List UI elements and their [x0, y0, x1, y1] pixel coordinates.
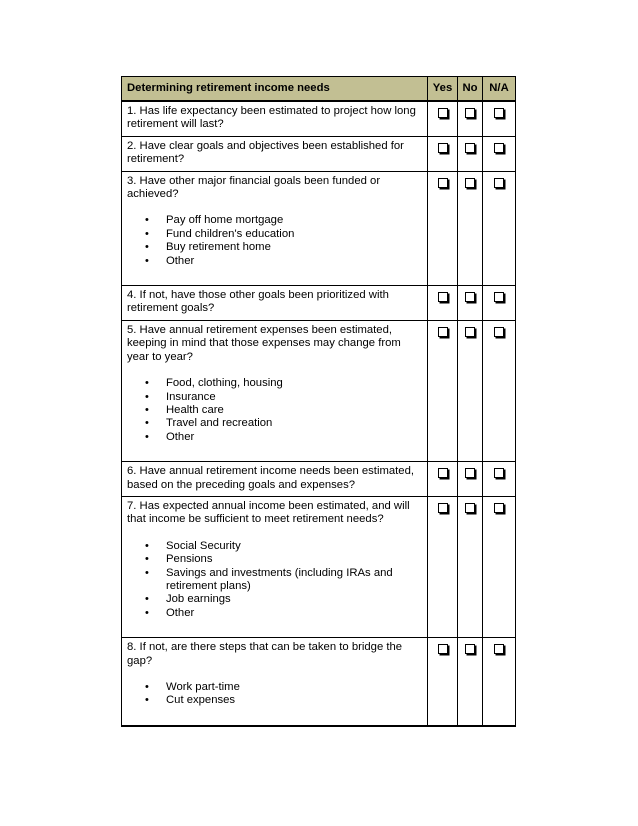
checkbox-yes[interactable]	[438, 644, 448, 654]
checkbox-na[interactable]	[494, 503, 504, 513]
checkbox-yes[interactable]	[438, 292, 448, 302]
question-cell	[122, 638, 428, 726]
checkbox-cell-yes	[428, 496, 458, 637]
bullet-item: • Savings and investments (including IRAs and retirement plans)	[145, 567, 423, 594]
checkbox-cell-no	[458, 136, 483, 171]
checkbox-cell-yes	[428, 462, 458, 497]
checkbox-cell-na	[483, 462, 516, 497]
checkbox-no[interactable]	[465, 108, 475, 118]
checkbox-cell-no	[458, 638, 483, 726]
checkbox-cell-na	[483, 638, 516, 726]
table-row	[122, 462, 516, 497]
checkbox-na[interactable]	[494, 644, 504, 654]
table-row	[122, 136, 516, 171]
bullet-item: • Job earnings	[145, 593, 423, 606]
checkbox-cell-yes	[428, 286, 458, 321]
checkbox-cell-na	[483, 136, 516, 171]
table-row	[122, 320, 516, 461]
checkbox-cell-no	[458, 496, 483, 637]
table-row	[122, 101, 516, 136]
bullet-item: • Cut expenses	[145, 694, 423, 707]
checkbox-yes[interactable]	[438, 108, 448, 118]
header-na: N/A	[483, 77, 516, 102]
checkbox-no[interactable]	[465, 143, 475, 153]
bullet-item: • Pensions	[145, 553, 423, 566]
bullet-item: • Other	[145, 431, 423, 444]
bullet-item: • Work part-time	[145, 681, 423, 694]
question-cell	[122, 171, 428, 285]
question-text: 4. If not, have those other goals been prioritized with retirement goals?	[127, 289, 389, 315]
header-topic: Determining retirement income needs	[122, 77, 428, 102]
checkbox-na[interactable]	[494, 108, 504, 118]
checkbox-cell-na	[483, 286, 516, 321]
retirement-checklist-table	[121, 76, 516, 727]
checkbox-yes[interactable]	[438, 178, 448, 188]
checkbox-cell-yes	[428, 171, 458, 285]
question-text: 7. Has expected annual income been estimated, and will that income be sufficient to meet retirement needs?	[127, 499, 410, 526]
checkbox-cell-na	[483, 101, 516, 136]
checkbox-yes[interactable]	[438, 143, 448, 153]
question-text: 1. Has life expectancy been estimated to project how long retirement will last?	[127, 105, 416, 131]
checkbox-cell-na	[483, 496, 516, 637]
checkbox-na[interactable]	[494, 178, 504, 188]
table-row	[122, 638, 516, 726]
checkbox-na[interactable]	[494, 292, 504, 302]
question-cell	[122, 286, 428, 321]
checkbox-cell-no	[458, 320, 483, 461]
checkbox-yes[interactable]	[438, 503, 448, 513]
bullet-list	[127, 681, 423, 708]
table-row	[122, 496, 516, 637]
bullet-item: • Insurance	[145, 391, 423, 404]
checkbox-cell-no	[458, 171, 483, 285]
checkbox-cell-no	[458, 462, 483, 497]
question-cell	[122, 320, 428, 461]
bullet-item: • Travel and recreation	[145, 417, 423, 430]
checkbox-cell-na	[483, 171, 516, 285]
question-text: 6. Have annual retirement income needs been estimated, based on the preceding goals and expenses?	[127, 465, 414, 491]
question-cell	[122, 496, 428, 637]
question-text: 8. If not, are there steps that can be taken to bridge the gap?	[127, 641, 403, 667]
question-text: 2. Have clear goals and objectives been established for retirement?	[127, 139, 404, 166]
question-cell	[122, 101, 428, 136]
checkbox-cell-no	[458, 101, 483, 136]
question-text: 3. Have other major financial goals been funded or achieved?	[127, 174, 381, 201]
checkbox-cell-yes	[428, 320, 458, 461]
bullet-list	[127, 214, 423, 268]
checkbox-cell-no	[458, 286, 483, 321]
table-row	[122, 286, 516, 321]
bullet-item: • Fund children's education	[145, 228, 423, 241]
checkbox-no[interactable]	[465, 292, 475, 302]
question-cell	[122, 462, 428, 497]
table-header-row	[122, 77, 516, 102]
checkbox-no[interactable]	[465, 644, 475, 654]
table-row	[122, 171, 516, 285]
bullet-list	[127, 540, 423, 620]
bullet-item: • Other	[145, 255, 423, 268]
checkbox-cell-yes	[428, 136, 458, 171]
checkbox-na[interactable]	[494, 468, 504, 478]
header-yes: Yes	[428, 77, 458, 102]
bullet-item: • Pay off home mortgage	[145, 214, 423, 227]
bullet-item: • Social Security	[145, 540, 423, 553]
bullet-item: • Other	[145, 607, 423, 620]
bullet-item: • Food, clothing, housing	[145, 377, 423, 390]
checkbox-no[interactable]	[465, 503, 475, 513]
bullet-item: • Health care	[145, 404, 423, 417]
checkbox-cell-na	[483, 320, 516, 461]
checkbox-na[interactable]	[494, 327, 504, 337]
question-cell	[122, 136, 428, 171]
header-no: No	[458, 77, 483, 102]
checkbox-cell-yes	[428, 638, 458, 726]
checkbox-na[interactable]	[494, 143, 504, 153]
checkbox-no[interactable]	[465, 468, 475, 478]
bullet-list	[127, 377, 423, 444]
question-text: 5. Have annual retirement expenses been estimated, keeping in mind that those expenses may change from year to year?	[127, 323, 401, 363]
checkbox-no[interactable]	[465, 327, 475, 337]
checkbox-yes[interactable]	[438, 327, 448, 337]
checkbox-no[interactable]	[465, 178, 475, 188]
checkbox-yes[interactable]	[438, 468, 448, 478]
checkbox-cell-yes	[428, 101, 458, 136]
bullet-item: • Buy retirement home	[145, 241, 423, 254]
